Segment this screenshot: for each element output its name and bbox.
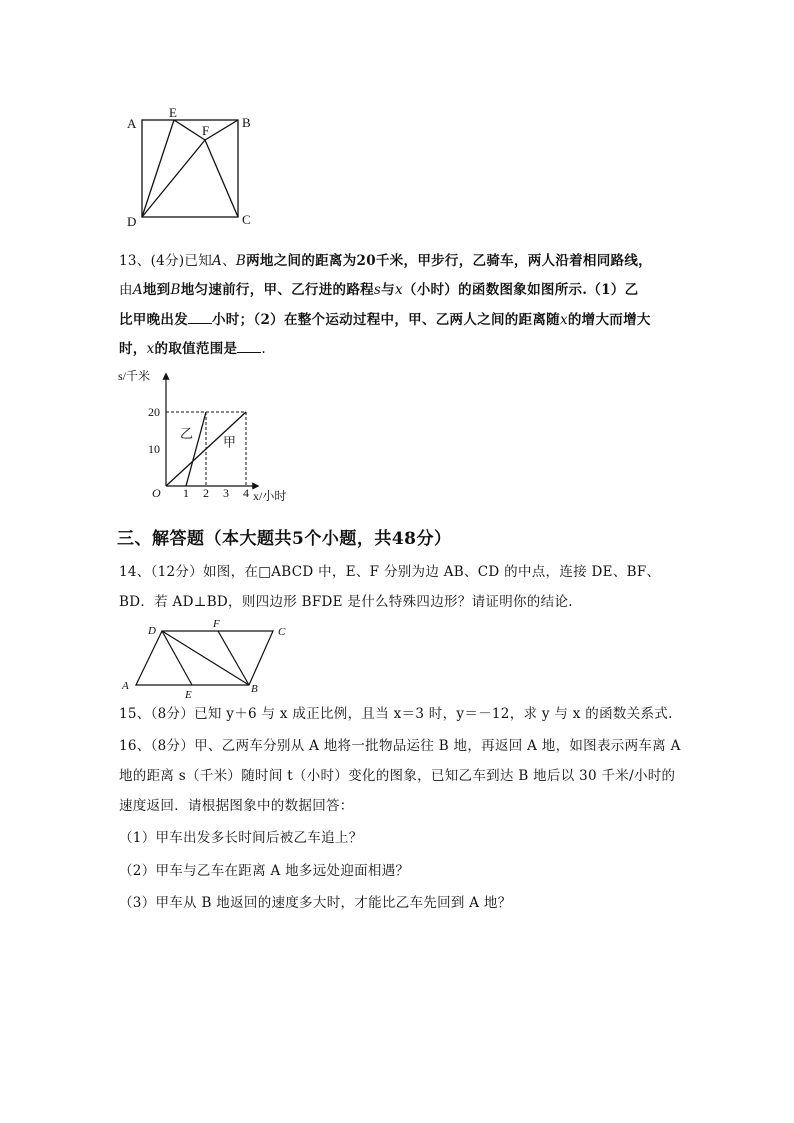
q13-var-b: B: [235, 253, 247, 269]
series-label-yi: 乙: [180, 426, 194, 442]
q13-text-3a: 比甲晚出发: [119, 312, 188, 328]
q13-text-2d: 与: [381, 282, 395, 298]
segment-fb: [205, 120, 238, 140]
q13-text-1b: 两地之间的距离为: [246, 253, 357, 269]
q13-text-2c: 地匀速前行，甲、乙行进的路程: [180, 282, 374, 298]
x-tick-label: 2: [203, 486, 209, 500]
q13-var-a: A: [212, 253, 223, 269]
q13-text-4c: .: [261, 341, 266, 357]
q14-line-1: 14、（12分）如图，在□ABCD 中，E、F 分别为边 AB、CD 的中点，连接 DE、BF、: [119, 564, 661, 580]
label-b: B: [242, 115, 251, 130]
q16-line-3: 速度返回．请根据图象中的数据回答：: [119, 798, 354, 814]
q13-line-2: [119, 281, 638, 299]
q13-var-s: s: [373, 282, 382, 298]
label-a: A: [122, 680, 129, 692]
segment-bd: [162, 631, 249, 685]
x-tick-label: 3: [223, 486, 229, 500]
q13-text-4b: 的取值范围是: [154, 341, 238, 357]
label-e: E: [185, 689, 192, 701]
q13-text-4a: 时，: [119, 341, 147, 357]
label-b: B: [251, 683, 258, 695]
y-axis-label: s/千米: [118, 369, 151, 383]
label-c: C: [242, 212, 251, 227]
q16-subquestion-2: （2）甲车与乙车在距离 A 地多远处迎面相遇？: [119, 863, 410, 879]
q13-var-b-2: B: [170, 282, 181, 298]
series-line-yi: [186, 412, 206, 486]
label-f: F: [213, 618, 220, 630]
q13-distance: 20: [356, 253, 376, 269]
x-axis-label: x/小时: [253, 489, 287, 503]
q13-line-3: [119, 311, 651, 329]
q16-subquestion-1: （1）甲车出发多长时间后被乙车追上？: [119, 830, 363, 846]
q13-var-a-2: A: [132, 282, 143, 298]
q13-text-3c: 的增大而增大: [567, 312, 651, 328]
answer-blank-2[interactable]: [237, 340, 261, 353]
q13-text-1c: 千米，甲步行，乙骑车，两人沿着相同路线，: [375, 253, 652, 269]
series-label-jia: 甲: [223, 434, 237, 450]
origin-label: O: [152, 486, 161, 500]
segment-de: [162, 631, 192, 685]
q13-line-4: [119, 340, 266, 358]
q15-line-1: 15、（8分）已知 y＋6 与 x 成正比例，且当 x＝3 时，y＝－12，求 y 与 x 的函数关系式.: [119, 706, 673, 722]
segment-de: [142, 120, 174, 217]
q13-number: 13、(4分): [119, 253, 185, 269]
segment-df: [142, 140, 205, 217]
label-d: D: [148, 625, 156, 637]
label-e: E: [169, 105, 177, 120]
segment-fc: [205, 140, 238, 217]
q14-line-2: BD．若 AD⊥BD，则四边形 BFDE 是什么特殊四边形？请证明你的结论.: [119, 594, 573, 610]
q16-line-1: 16、（8分）甲、乙两车分别从 A 地将一批物品运往 B 地，再返回 A 地，如图表示两车离 A: [119, 738, 681, 754]
q13-text-2a: 由: [119, 282, 133, 298]
q13-var-x-3: x: [146, 341, 155, 357]
function-graph: [118, 366, 318, 506]
q16-line-2: 地的距离 s（千米）随时间 t（小时）变化的图象，已知乙车到达 B 地后以 30 千米/小时的: [119, 768, 676, 784]
segment-ef: [174, 120, 205, 140]
q13-var-x-2: x: [559, 312, 568, 328]
parallelogram-figure: [115, 615, 305, 700]
label-c: C: [278, 626, 286, 638]
segment-bf: [218, 631, 249, 685]
label-d: D: [127, 214, 137, 229]
answer-blank-1[interactable]: [188, 311, 212, 324]
y-tick-label: 10: [148, 442, 160, 456]
q13-line-1: [119, 252, 652, 270]
x-tick-label: 1: [183, 486, 189, 500]
label-a: A: [127, 116, 137, 131]
label-f: F: [202, 123, 210, 138]
square-figure: [120, 100, 270, 230]
section-title: 三、解答题（本大题共5个小题，共48分）: [117, 529, 452, 549]
q13-text-3b: 小时；（2）在整个运动过程中，甲、乙两人之间的距离随: [212, 312, 560, 328]
q13-sep: 、: [222, 253, 236, 269]
q13-text-2e: （小时）的函数图象如图所示.（1）乙: [402, 282, 639, 298]
q13-var-x: x: [394, 282, 403, 298]
q13-text-2b: 地到: [142, 282, 171, 298]
x-tick-label: 4: [243, 486, 249, 500]
q13-text-1a: 已知: [184, 253, 213, 269]
q16-subquestion-3: （3）甲车从 B 地返回的速度多大时，才能比乙车先回到 A 地？: [119, 895, 512, 911]
square-abcd: [142, 120, 238, 217]
y-tick-label: 20: [148, 405, 160, 419]
